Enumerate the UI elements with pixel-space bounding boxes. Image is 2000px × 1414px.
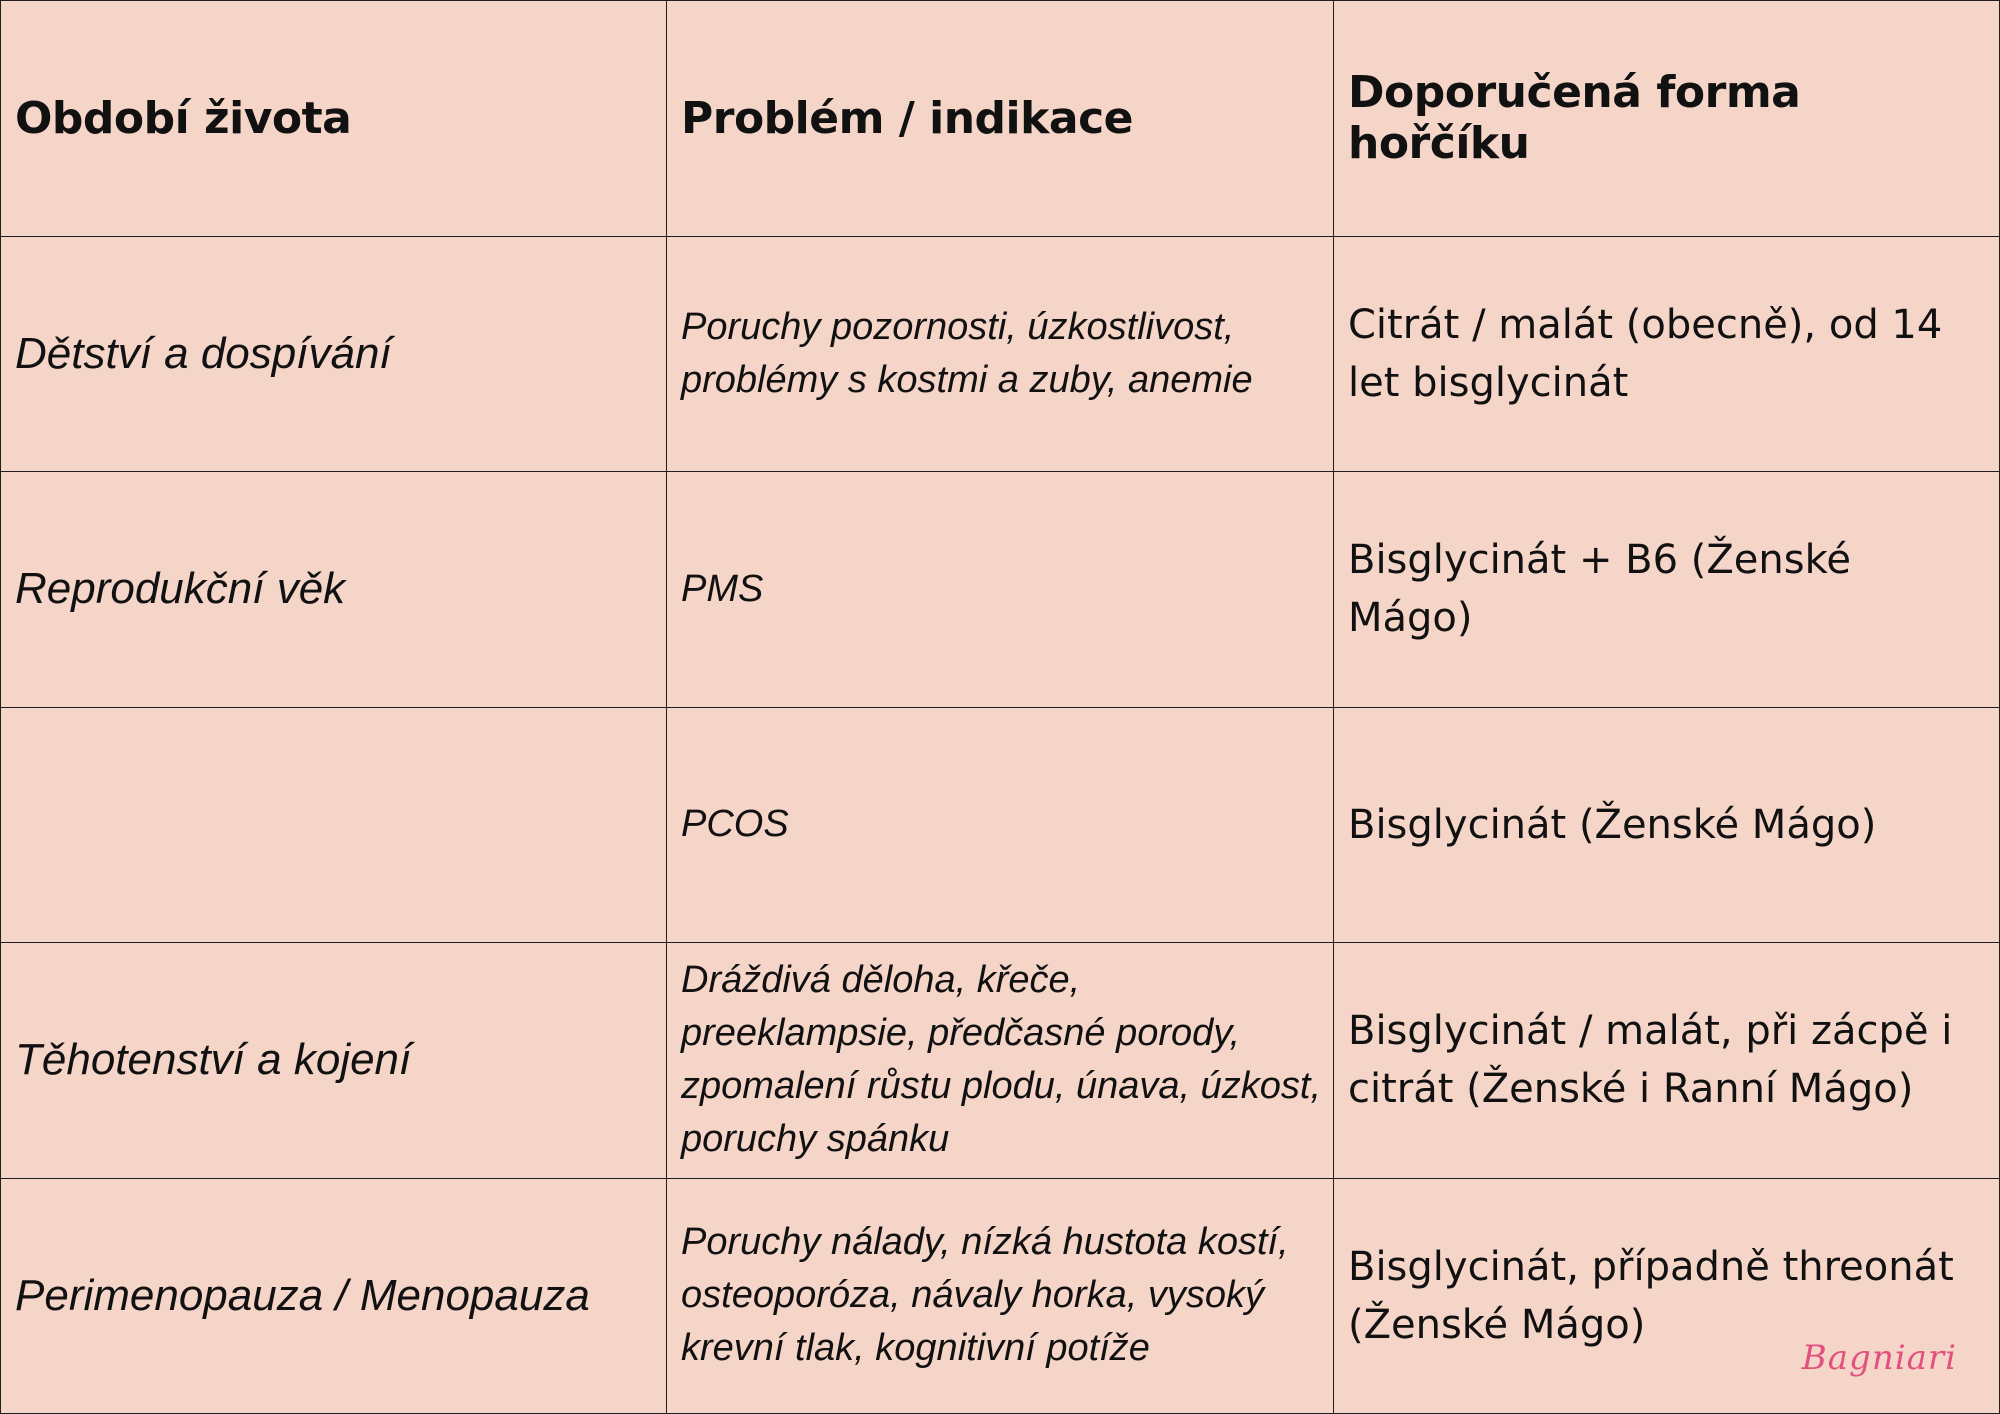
form-cell: Bisglycinát + B6 (Ženské Mágo)	[1334, 472, 2000, 708]
header-period: Období života	[1, 1, 667, 237]
header-form: Doporučená forma hořčíku	[1334, 1, 2000, 237]
header-problem: Problém / indikace	[667, 1, 1334, 237]
table-row	[1, 236, 2000, 472]
signature-logo: Bagniari	[1801, 1338, 1957, 1378]
table-row	[1, 472, 2000, 708]
problem-cell: PCOS	[667, 707, 1334, 943]
form-cell: Bisglycinát / malát, při zácpě i citrát (Ženské i Ranní Mágo)	[1334, 943, 2000, 1179]
problem-cell: Poruchy nálady, nízká hustota kostí, osteoporóza, návaly horka, vysoký krevní tlak, kognitivní potíže	[667, 1178, 1334, 1414]
form-cell-text: Bisglycinát, případně threonát (Ženské Mágo)	[1348, 1243, 1954, 1348]
period-cell: Reprodukční věk	[1, 472, 667, 708]
form-cell	[1334, 1178, 2000, 1414]
problem-cell: Dráždivá děloha, křeče, preeklampsie, předčasné porody, zpomalení růstu plodu, únava, úzkost, poruchy spánku	[667, 943, 1334, 1179]
form-cell: Bisglycinát (Ženské Mágo)	[1334, 707, 2000, 943]
table-row	[1, 943, 2000, 1179]
problem-cell: Poruchy pozornosti, úzkostlivost, problémy s kostmi a zuby, anemie	[667, 236, 1334, 472]
table-row	[1, 1178, 2000, 1414]
form-cell: Citrát / malát (obecně), od 14 let bisglycinát	[1334, 236, 2000, 472]
problem-cell: PMS	[667, 472, 1334, 708]
table-row	[1, 707, 2000, 943]
table-header-row	[1, 1, 2000, 237]
period-cell	[1, 707, 667, 943]
period-cell: Těhotenství a kojení	[1, 943, 667, 1179]
period-cell: Dětství a dospívání	[1, 236, 667, 472]
period-cell: Perimenopauza / Menopauza	[1, 1178, 667, 1414]
